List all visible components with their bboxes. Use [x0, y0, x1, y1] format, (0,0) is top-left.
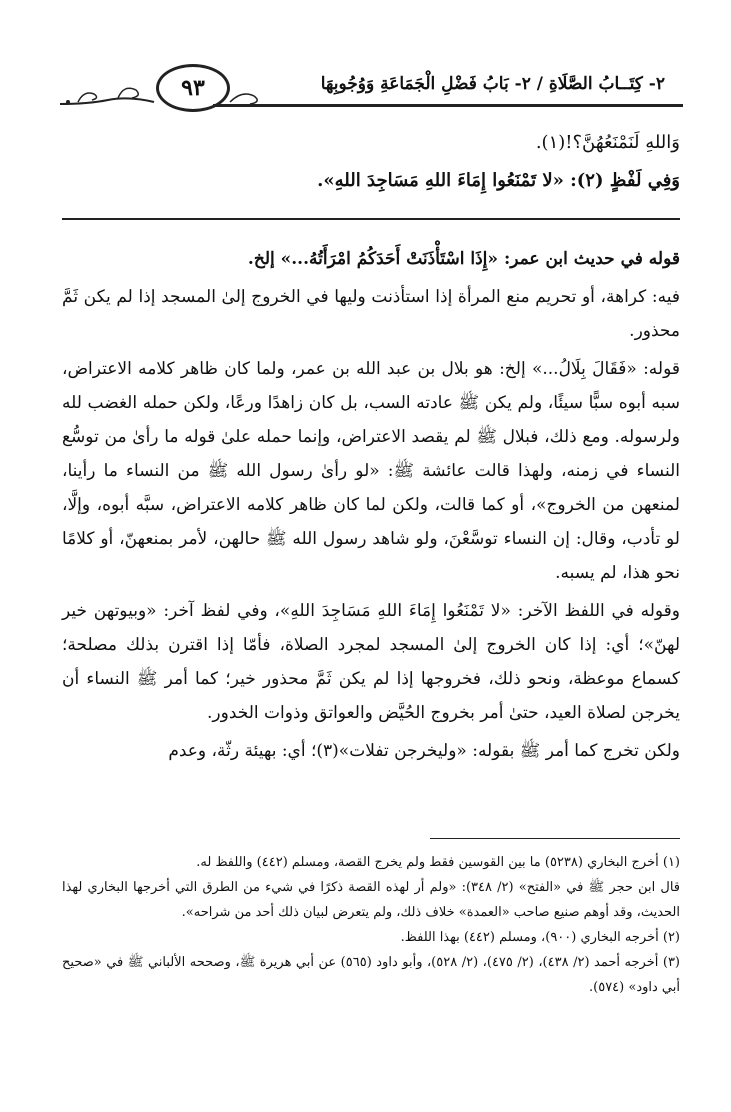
commentary-paragraph-2: فيه: كراهة، أو تحريم منع المرأة إذا استأذنت وليها في الخروج إلىٰ المسجد إذا لم يكن ثَمَّ محذور.	[62, 287, 680, 341]
ornament-flourish-right-icon	[228, 72, 268, 108]
section-divider	[62, 218, 680, 220]
footnote-3: (٣) أخرجه أحمد (٢/ ٤٣٨)، (٢/ ٤٧٥)، (٢/ ٥٢٨)، وأبو داود (٥٦٥) عن أبي هريرة ﷺ، وصححه الألباني ﷺ في «صحيح أبي داود» (٥٧٤).	[62, 955, 680, 995]
hadith-text-block	[62, 124, 680, 200]
footnote-divider	[430, 838, 680, 839]
footnote-1: (١) أخرج البخاري (٥٢٣٨) ما بين القوسين فقط ولم يخرج القصة، ومسلم (٤٤٢) واللفظ له.	[196, 855, 680, 870]
commentary-paragraph-4: وقوله في اللفظ الآخر: «لا تَمْنَعُوا إِمَاءَ اللهِ مَسَاجِدَ اللهِ»، وفي لفظ آخر: «وبيوتهن خير لهنّ»؛ أي: إذا كان الخروج إلىٰ المسجد لمجرد الصلاة، فأمّا إذا اقترن بذلك مصلحة؛ كسماع موعظة، ونحو ذلك، فخروجها إذا لم يكن ثَمَّ محذور خير؛ كما أمر ﷺ النساء أن يخرجن لصلاة العيد، حتىٰ أمر بخروج الحُيَّض والعواتق وذوات الخدور.	[62, 601, 680, 723]
commentary-paragraph-5: ولكن تخرج كما أمر ﷺ بقوله: «وليخرجن تفلات»(٣)؛ أي: بهيئة رثّة، وعدم	[168, 741, 680, 761]
footnote-2: (٢) أخرجه البخاري (٩٠٠)، ومسلم (٤٤٢) بهذا اللفظ.	[400, 930, 680, 945]
footnotes	[62, 850, 680, 1000]
running-header	[58, 64, 683, 114]
chapter-title: ٢- كِتَــابُ الصَّلَاةِ / ٢- بَابُ فَضْلِ الْجَمَاعَةِ وَوُجُوبِهَا	[320, 74, 665, 94]
header-rule	[213, 104, 683, 107]
hadith-line-1: وَاللهِ لَنَمْنَعُهُنَّ؟!(١).	[535, 132, 680, 153]
page-number: ٩٣	[156, 64, 230, 112]
commentary-paragraph-3: قوله: «فَقَالَ بِلَالُ...» إلخ: هو بلال بن عبد الله بن عمر، ولما كان ظاهر كلامه الاعتراض، سبه أبوه سبًّا سيئًا، ولم يكن ﷺ عادته السب، بل كان زاهدًا ورعًا، ولكن حمله الغضب لله ولرسوله. ومع ذلك، فبلال ﷺ لم يقصد الاعتراض، وإنما حمله علىٰ قوله ما رأىٰ من توسُّع النساء في زمنه، ولهذا قالت عائشة ﷺ: «لو رأىٰ رسول الله ﷺ من النساء ما رأينا، لمنعهن من الخروج»، أو كما قالت، ولكن لما كان ظاهر كلامه الاعتراض، سبَّه أبوه، وإلَّا، لو تأدب، وقال: إن النساء توسَّعْنَ، ولو شاهد رسول الله ﷺ حالهن، لأمر بمنعهنّ، أو كلامًا نحو هذا، لم يسبه.	[62, 359, 680, 583]
footnote-1-continued: قال ابن حجر ﷺ في «الفتح» (٢/ ٣٤٨): «ولم أر لهذه القصة ذكرًا في شيء من الطرق التي أخرجها البخاري لهذا الحديث، وقد أوهم صنيع صاحب «العمدة» خلاف ذلك، ولم يتعرض لبيان ذلك أحد من شراحه».	[62, 880, 680, 920]
commentary-block	[62, 242, 680, 772]
commentary-paragraph-1: قوله في حديث ابن عمر: «إِذَا اسْتَأْذَنَتْ أَحَدَكُمُ امْرَأَتُهُ...» إلخ.	[247, 249, 680, 269]
hadith-line-2: وَفِي لَفْظٍ (٢): «لا تَمْنَعُوا إِمَاءَ اللهِ مَسَاجِدَ اللهِ».	[317, 170, 680, 191]
ornament-flourish-icon	[58, 72, 158, 108]
